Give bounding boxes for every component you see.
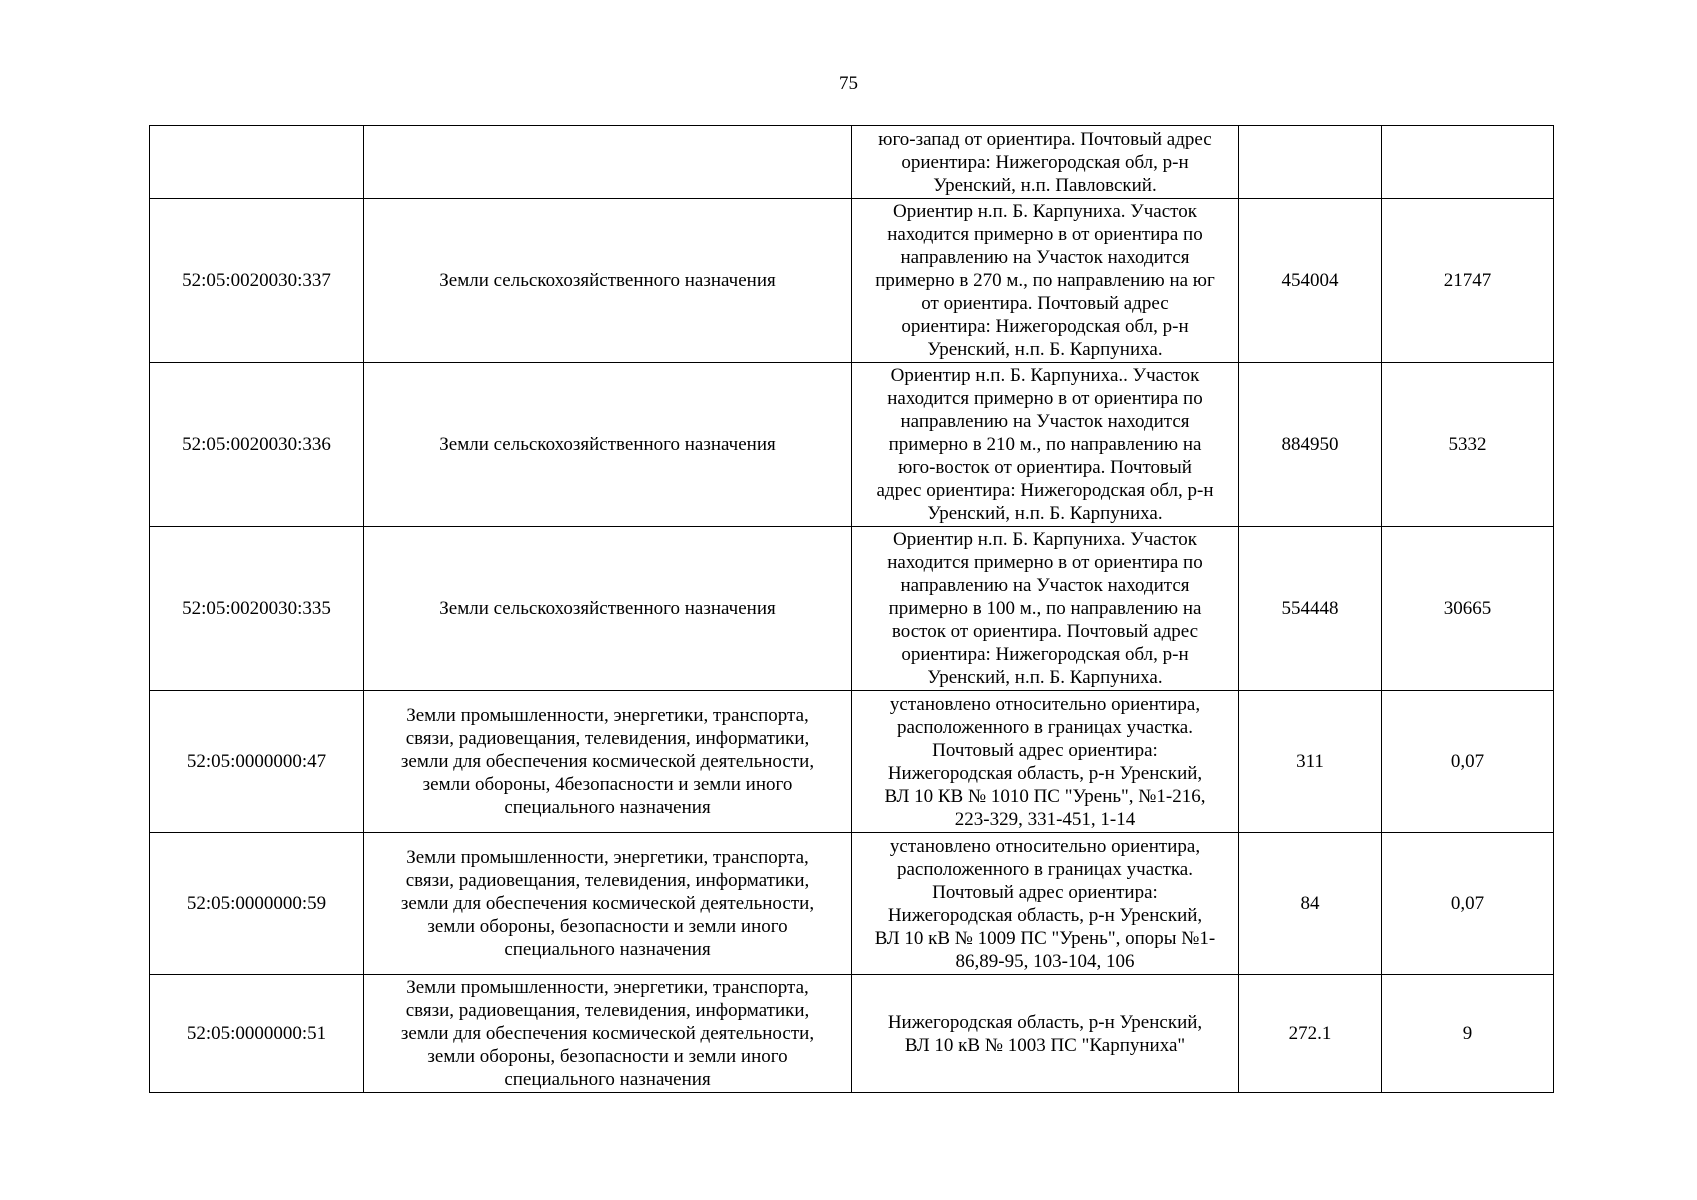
land-plots-table xyxy=(149,125,1554,1093)
table-row xyxy=(150,363,1554,527)
land-category-cell: Земли промышленности, энергетики, транспорта, связи, радиовещания, телевидения, информатики, земли для обеспечения космической деятельности, земли обороны, 4безопасности и земли иного специального назначения xyxy=(364,691,852,833)
table-row xyxy=(150,126,1554,199)
land-category-cell xyxy=(364,126,852,199)
value-2-cell xyxy=(1382,126,1554,199)
value-2-cell: 21747 xyxy=(1382,199,1554,363)
location-cell: юго-запад от ориентира. Почтовый адрес ориентира: Нижегородская обл, р-н Уренский, н.п. Павловский. xyxy=(852,126,1239,199)
page-number: 75 xyxy=(839,73,858,94)
location-cell: Ориентир н.п. Б. Карпуниха. Участок находится примерно в от ориентира по направлению на Участок находится примерно в 270 м., по направлению на юг от ориентира. Почтовый адрес ориентира: Нижегородская обл, р-н Уренский, н.п. Б. Карпуниха. xyxy=(852,199,1239,363)
land-category-cell: Земли сельскохозяйственного назначения xyxy=(364,527,852,691)
location-cell: Нижегородская область, р-н Уренский, ВЛ 10 кВ № 1003 ПС "Карпуниха" xyxy=(852,975,1239,1093)
value-1-cell xyxy=(1239,126,1382,199)
location-cell: Ориентир н.п. Б. Карпуниха.. Участок находится примерно в от ориентира по направлению на Участок находится примерно в 210 м., по направлению на юго-восток от ориентира. Почтовый адрес ориентира: Нижегородская обл, р-н Уренский, н.п. Б. Карпуниха. xyxy=(852,363,1239,527)
table-row xyxy=(150,975,1554,1093)
cadastral-number-cell: 52:05:0000000:51 xyxy=(150,975,364,1093)
cadastral-number-cell xyxy=(150,126,364,199)
value-2-cell: 30665 xyxy=(1382,527,1554,691)
table-row xyxy=(150,527,1554,691)
land-category-cell: Земли промышленности, энергетики, транспорта, связи, радиовещания, телевидения, информатики, земли для обеспечения космической деятельности, земли обороны, безопасности и земли иного специального назначения xyxy=(364,975,852,1093)
cadastral-number-cell: 52:05:0000000:59 xyxy=(150,833,364,975)
value-1-cell: 272.1 xyxy=(1239,975,1382,1093)
value-2-cell: 5332 xyxy=(1382,363,1554,527)
location-cell: установлено относительно ориентира, расположенного в границах участка. Почтовый адрес ориентира: Нижегородская область, р-н Уренский, ВЛ 10 КВ № 1010 ПС "Урень", №1-216, 223-329, 331-451, 1-14 xyxy=(852,691,1239,833)
cadastral-number-cell: 52:05:0020030:335 xyxy=(150,527,364,691)
land-category-cell: Земли сельскохозяйственного назначения xyxy=(364,363,852,527)
table-row xyxy=(150,833,1554,975)
land-category-cell: Земли промышленности, энергетики, транспорта, связи, радиовещания, телевидения, информатики, земли для обеспечения космической деятельности, земли обороны, безопасности и земли иного специального назначения xyxy=(364,833,852,975)
value-2-cell: 9 xyxy=(1382,975,1554,1093)
value-1-cell: 84 xyxy=(1239,833,1382,975)
value-1-cell: 454004 xyxy=(1239,199,1382,363)
value-2-cell: 0,07 xyxy=(1382,833,1554,975)
value-1-cell: 311 xyxy=(1239,691,1382,833)
value-1-cell: 884950 xyxy=(1239,363,1382,527)
location-cell: Ориентир н.п. Б. Карпуниха. Участок находится примерно в от ориентира по направлению на Участок находится примерно в 100 м., по направлению на восток от ориентира. Почтовый адрес ориентира: Нижегородская обл, р-н Уренский, н.п. Б. Карпуниха. xyxy=(852,527,1239,691)
cadastral-number-cell: 52:05:0020030:337 xyxy=(150,199,364,363)
value-1-cell: 554448 xyxy=(1239,527,1382,691)
value-2-cell: 0,07 xyxy=(1382,691,1554,833)
cadastral-number-cell: 52:05:0000000:47 xyxy=(150,691,364,833)
cadastral-number-cell: 52:05:0020030:336 xyxy=(150,363,364,527)
location-cell: установлено относительно ориентира, расположенного в границах участка. Почтовый адрес ориентира: Нижегородская область, р-н Уренский, ВЛ 10 кВ № 1009 ПС "Урень", опоры №1- 86,89-95, 103-104, 106 xyxy=(852,833,1239,975)
table-row xyxy=(150,199,1554,363)
table-row xyxy=(150,691,1554,833)
land-category-cell: Земли сельскохозяйственного назначения xyxy=(364,199,852,363)
